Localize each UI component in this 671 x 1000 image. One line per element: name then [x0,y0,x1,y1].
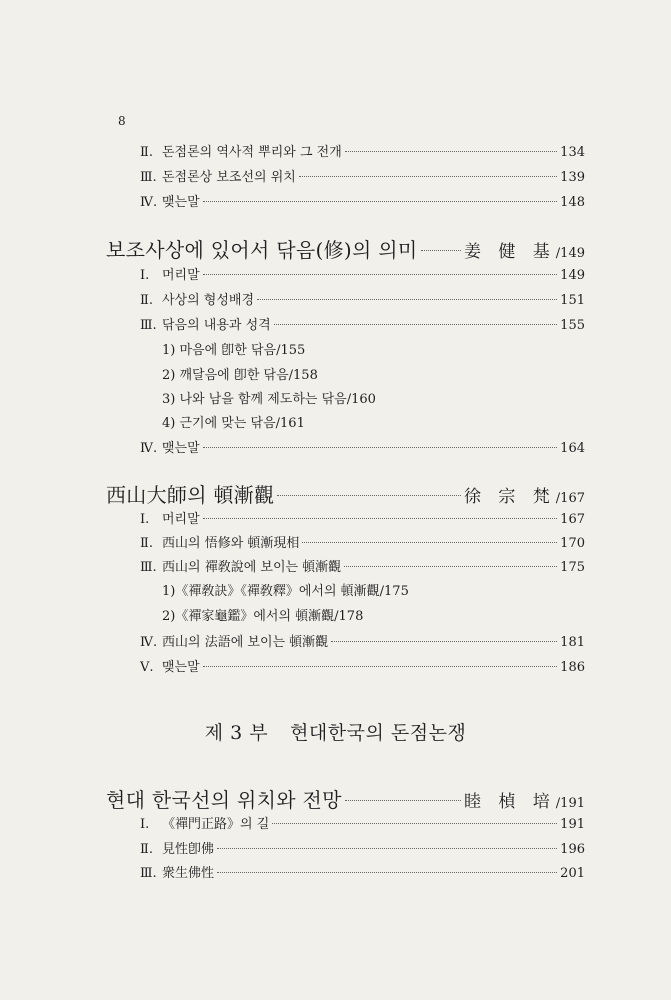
chapter-heading [106,479,585,508]
page-ref: 148 [560,195,585,210]
chapter-author: 徐 宗 梵 [463,487,556,507]
part-name: 현대한국의 돈점논쟁 [290,722,467,744]
chapter-author: 姜 健 基 [463,242,556,262]
chapter-title: 보조사상에 있어서 닦음(修)의 의미 [106,238,418,262]
part-label: 제 3 부 [204,722,269,744]
toc-entry [140,437,585,456]
toc-entry [140,191,585,210]
toc-entry [140,813,585,832]
leader-dots [331,641,557,642]
section-number: Ⅲ. [140,560,157,575]
section-title: 사상의 형성배경 [162,293,255,308]
leader-dots [203,666,557,667]
page-ref: 134 [560,145,585,160]
section-title: 西山의 悟修와 頓漸現相 [162,536,300,551]
section-title: 머리말 [162,268,200,283]
section-number: Ⅰ. [140,268,150,283]
leader-dots [217,872,557,873]
leader-dots [203,518,557,519]
section-title: 맺는말 [162,441,200,456]
section-title: 닦음의 내용과 성격 [162,318,271,333]
section-title: 衆生佛性 [162,866,215,881]
page-number: 8 [118,114,126,128]
section-number: Ⅱ. [140,842,153,857]
toc-entry [140,314,585,333]
page-ref: 164 [560,441,585,456]
page-ref: 196 [560,842,585,857]
toc-subentry [162,388,376,407]
leader-dots [345,151,557,152]
toc-entry [140,656,585,675]
section-number: Ⅱ. [140,293,153,308]
toc-entry [140,166,585,185]
toc-subentry [162,339,305,358]
chapter-author: 睦 楨 培 [463,792,556,812]
section-title: 西山의 法語에 보이는 頓漸觀 [162,635,329,650]
section-number: Ⅱ. [140,536,153,551]
subsection-title: 2) 깨달음에 卽한 닦음/158 [162,368,318,383]
leader-dots [302,542,557,543]
page-ref: 191 [560,817,585,832]
page-ref: 186 [560,660,585,675]
page-ref: 167 [560,512,585,527]
page-ref: 155 [560,318,585,333]
leader-dots [203,201,557,202]
leader-dots [421,250,461,251]
toc-entry [140,532,585,551]
chapter-heading [106,784,585,813]
toc-entry [140,289,585,308]
leader-dots [203,274,557,275]
page-ref: 175 [560,560,585,575]
subsection-title: 3) 나와 남을 함께 제도하는 닦음/160 [162,392,376,407]
section-number: Ⅲ. [140,866,157,881]
page-ref: 139 [560,170,585,185]
page-ref: /191 [555,796,585,811]
chapter-title: 西山大師의 頓漸觀 [106,483,275,507]
toc-entry [140,556,585,575]
subsection-title: 4) 근기에 맞는 닦음/161 [162,416,305,431]
section-title: 맺는말 [162,195,200,210]
section-number: Ⅲ. [140,318,157,333]
page-ref: /149 [555,246,585,261]
leader-dots [203,447,557,448]
toc-subentry [162,412,305,431]
section-number: Ⅱ. [140,145,153,160]
section-title: 西山의 禪敎說에 보이는 頓漸觀 [162,560,342,575]
section-title: 돈점론상 보조선의 위치 [162,170,296,185]
toc-subentry [162,605,363,624]
section-number: Ⅳ. [140,635,158,650]
toc-entry [140,631,585,650]
subsection-title: 1) 마음에 卽한 닦음/155 [162,343,306,358]
page-ref: 181 [560,635,585,650]
section-number: Ⅰ. [140,817,150,832]
chapter-heading [106,234,585,263]
leader-dots [277,495,461,496]
leader-dots [217,848,557,849]
section-number: Ⅲ. [140,170,157,185]
subsection-title: 1)《禪敎訣》《禪敎釋》에서의 頓漸觀/175 [162,584,409,599]
section-number: Ⅳ. [140,195,158,210]
subsection-title: 2)《禪家龜鑑》에서의 頓漸觀/178 [162,609,364,624]
section-number: Ⅰ. [140,512,150,527]
toc-entry [140,508,585,527]
toc-subentry [162,580,409,599]
section-title: 머리말 [162,512,200,527]
toc-entry [140,862,585,881]
section-title: 見性卽佛 [162,842,215,857]
leader-dots [274,324,557,325]
section-title: 《禪門正路》의 길 [162,817,270,832]
toc-entry [140,264,585,283]
section-number: Ⅴ. [140,660,154,675]
page-ref: 149 [560,268,585,283]
chapter-title: 현대 한국선의 위치와 전망 [106,788,342,812]
page-ref: 170 [560,536,585,551]
page-ref: /167 [555,491,585,506]
section-number: Ⅳ. [140,441,158,456]
leader-dots [257,299,557,300]
part-heading [0,718,671,745]
toc-entry [140,838,585,857]
page-ref: 201 [560,866,585,881]
leader-dots [272,823,557,824]
leader-dots [345,800,461,801]
section-title: 돈점론의 역사적 뿌리와 그 전개 [162,145,342,160]
leader-dots [344,566,557,567]
toc-subentry [162,364,318,383]
toc-entry [140,141,585,160]
page-ref: 151 [560,293,585,308]
section-title: 맺는말 [162,660,200,675]
leader-dots [299,176,557,177]
